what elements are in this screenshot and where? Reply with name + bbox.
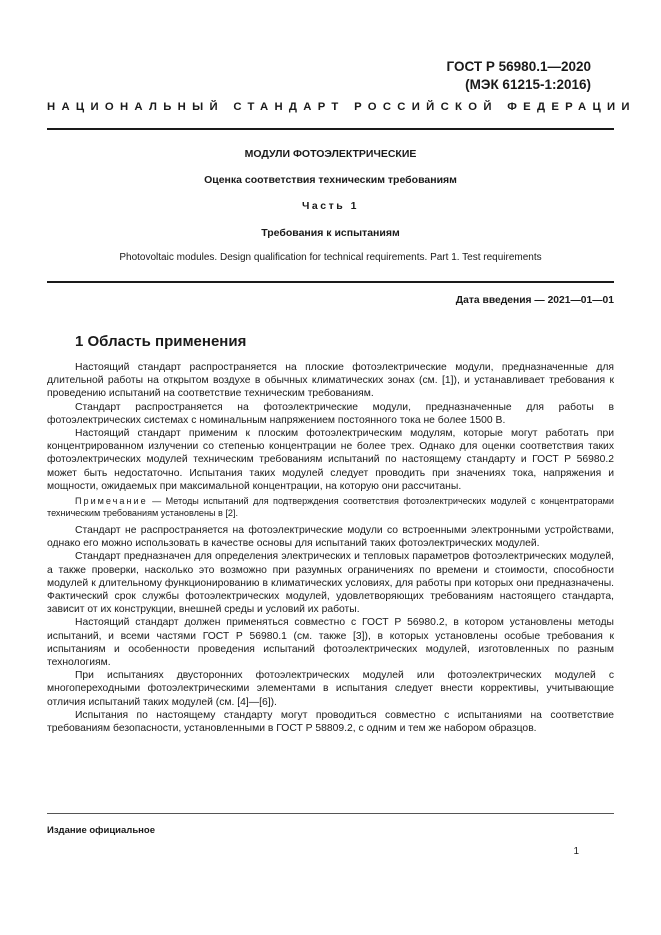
- title-rule: [47, 281, 614, 283]
- document-subtitle: Оценка соответствия техническим требованиям: [204, 174, 457, 186]
- paragraph: Испытания по настоящему стандарту могут проводиться совместно с испытаниями на соответствие требованиям безопасности, установленными в ГОСТ Р 58809.2, с одним и тем же набором образцов.: [47, 709, 614, 735]
- english-title: Photovoltaic modules. Design qualification for technical requirements. Part 1. Test requirements: [119, 252, 542, 263]
- header-rule: [47, 128, 614, 130]
- body-text: [47, 361, 614, 735]
- paragraph: Стандарт предназначен для определения электрических и тепловых параметров фотоэлектрических модулей, а также проверки, насколько это возможно при разумных ограничениях по времени и стоимости, способности модулей к длительному функционированию в климатических условиях, для работы при которых они предназначены. Фактический срок службы фотоэлектрических модулей, удовлетворяющих требованиям настоящего стандарта, зависит от их конструкции, внешней среды и условий их работы.: [47, 551, 614, 616]
- national-standard-banner: НАЦИОНАЛЬНЫЙ СТАНДАРТ РОССИЙСКОЙ ФЕДЕРАЦИИ: [47, 101, 636, 113]
- note: [47, 495, 614, 519]
- paragraph: Стандарт распространяется на фотоэлектрические модули, предназначенные для работы в фотоэлектрических системах с номинальным напряжением постоянного тока не более 1500 В.: [47, 401, 614, 426]
- paragraph: Стандарт не распространяется на фотоэлектрические модули со встроенными электронными устройствами, однако его можно использовать в качестве основы для испытаний таких фотоэлектрических модулей.: [47, 525, 614, 550]
- gost-code: ГОСТ Р 56980.1—2020: [446, 59, 591, 74]
- note-text: — Методы испытаний для подтверждения соответствия фотоэлектрических модулей с концентраторами техническим требованиям установлены в [2].: [47, 496, 614, 519]
- note-label: Примечание: [75, 496, 148, 507]
- paragraph: Настоящий стандарт должен применяться совместно с ГОСТ Р 56980.2, в котором установлены методы испытаний, и всеми частями ГОСТ Р 56980.1 (см. также [3]), в которых установлены особые требования к испытаниям и особенности проведения испытаний фотоэлектрических модулей, изготовленных по разным технологиям.: [47, 617, 614, 669]
- paragraph: При испытаниях двусторонних фотоэлектрических модулей или фотоэлектрических модулей с многопереходными фотоэлектрическими элементами в испытания следует внести коррективы, учитывающие отличия испытаний таких модулей (см. [4]—[6]).: [47, 670, 614, 708]
- footer-rule: [47, 813, 614, 814]
- edition-label: Издание официальное: [47, 825, 155, 836]
- introduction-date: Дата введения — 2021—01—01: [455, 295, 614, 306]
- iec-code: (МЭК 61215-1:2016): [465, 77, 591, 92]
- section-heading: 1 Область применения: [75, 333, 247, 350]
- paragraph: Настоящий стандарт распространяется на плоские фотоэлектрические модули, предназначенные для длительной работы на открытом воздухе в обычных климатических зонах (см. [1]), и устанавливает требования к проведению испытаний на соответствие техническим требованиям.: [47, 362, 614, 400]
- part-label: Часть 1: [302, 200, 359, 212]
- page-number: 1: [573, 846, 579, 857]
- document-title: МОДУЛИ ФОТОЭЛЕКТРИЧЕСКИЕ: [244, 148, 417, 160]
- part-title: Требования к испытаниям: [261, 227, 400, 239]
- document-code-block: [447, 58, 591, 94]
- paragraph: Настоящий стандарт применим к плоским фотоэлектрическим модулям, которые могут работать при концентрированном излучении со степенью концентрации не более трех. Однако для оценки соответствия таких фотоэлектрических модулей техническим требованиям испытаний по настоящему стандарту и ГОСТ Р 56980.2 может быть недостаточно. Испытания таких модулей следует проводить при значениях тока, напряжения и мощности, ожидаемых при максимальной концентрации, на которую они рассчитаны.: [47, 428, 614, 492]
